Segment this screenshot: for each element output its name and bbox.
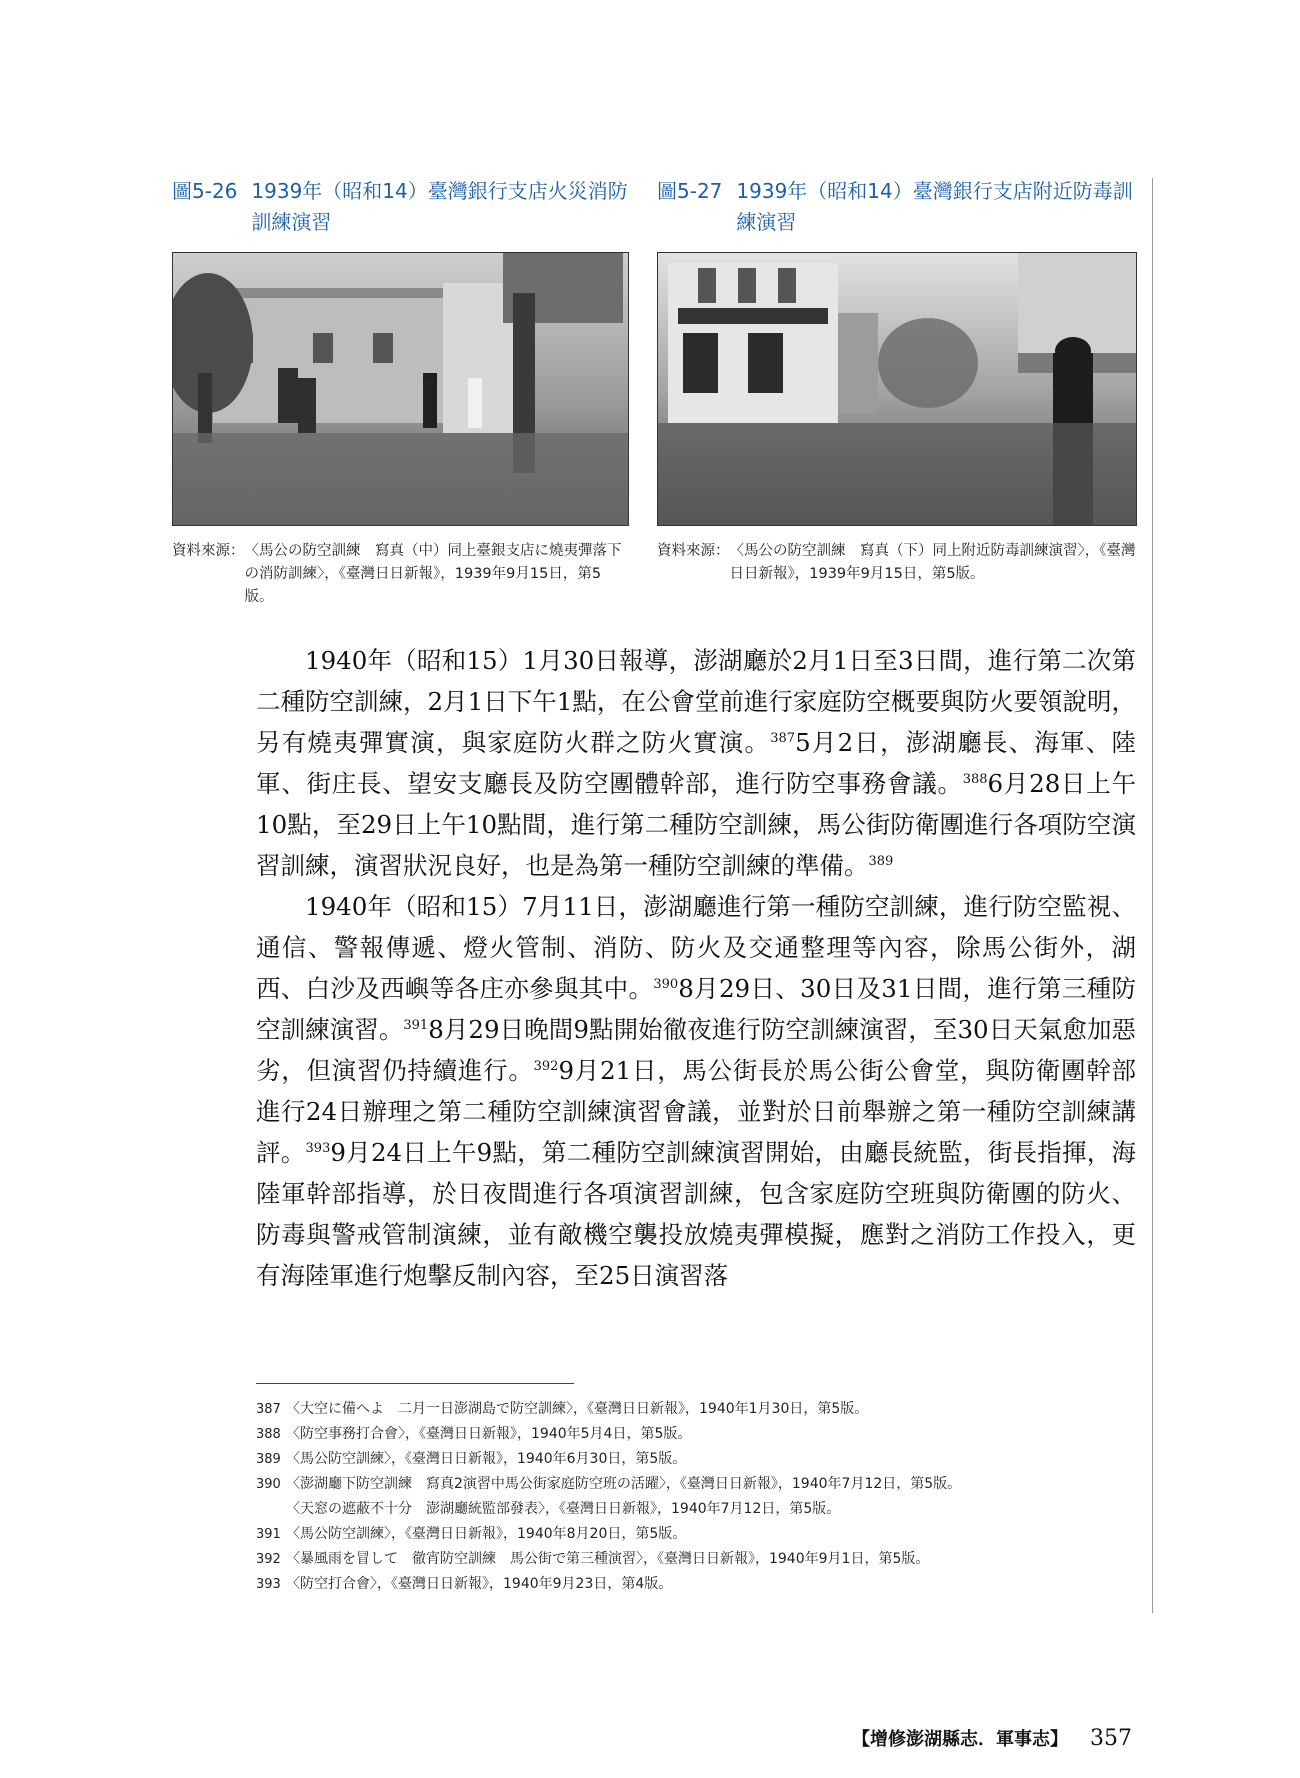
footnote	[256, 1422, 1146, 1447]
text-run: 8月29日、30日及31日間，進行第三種防空訓練演習。	[256, 974, 1136, 1044]
footnote-number: 389	[256, 1452, 281, 1467]
source-label: 資料來源：	[172, 543, 245, 559]
footnote-text: 〈澎湖廳下防空訓練 寫真2演習中馬公街家庭防空班の活躍〉，《臺灣日日新報》，1940年7月12日，第5版。	[286, 1476, 962, 1492]
footnote-ref[interactable]: 391	[403, 1017, 429, 1033]
figure-5-27	[657, 176, 1137, 582]
footnote	[256, 1472, 1146, 1497]
footnote-ref[interactable]: 393	[305, 1140, 331, 1156]
footnote	[256, 1547, 1146, 1572]
footnote-number: 391	[256, 1527, 281, 1542]
figure-heading	[172, 176, 630, 238]
figure-heading	[657, 176, 1137, 238]
figure-title: 1939年（昭和14）臺灣銀行支店附近防毒訓練演習	[736, 179, 1133, 234]
footnote-text: 〈馬公防空訓練〉，《臺灣日日新報》，1940年6月30日，第5版。	[286, 1451, 687, 1467]
footnote	[256, 1522, 1146, 1547]
figure-source-caption	[657, 540, 1137, 586]
footnote-number: 392	[256, 1552, 281, 1567]
page-number: 357	[1090, 1726, 1132, 1751]
text-run: 9月21日，馬公街長於馬公街公會堂，與防衛團幹部進行24日辦理之第二種防空訓練演習會議，並對於日前舉辦之第一種防空訓練講評。	[256, 1056, 1137, 1167]
footnote-number: 388	[256, 1427, 281, 1442]
footnote-number: 393	[256, 1577, 281, 1592]
footnote-continuation: 〈天窓の遮蔽不十分 澎湖廳統監部發表〉，《臺灣日日新報》，1940年7月12日，第5版。	[286, 1501, 841, 1517]
historical-photo-fire-drill	[172, 252, 629, 526]
text-run: 1940年（昭和15）7月11日，澎湖廳進行第一種防空訓練，進行防空監視、通信、警報傳遞、燈火管制、消防、防火及交通整理等內容，除馬公街外，湖西、白沙及西嶼等各庄亦參與其中。	[256, 892, 1136, 1003]
footnote-text: 〈馬公防空訓練〉，《臺灣日日新報》，1940年8月20日，第5版。	[286, 1526, 687, 1542]
page-margin-rule	[1152, 178, 1153, 1613]
figure-title: 1939年（昭和14）臺灣銀行支店火災消防訓練演習	[251, 179, 628, 234]
footnotes	[256, 1397, 1146, 1597]
footnote-text: 〈防空打合會〉，《臺灣日日新報》，1940年9月23日，第4版。	[286, 1576, 673, 1592]
historical-photo-gas-drill	[657, 252, 1137, 526]
footnote-ref[interactable]: 387	[770, 730, 796, 746]
footnote-text: 〈暴風雨を冒して 徹宵防空訓練 馬公街で第三種演習〉，《臺灣日日新報》，1940年9月1日，第5版。	[286, 1551, 930, 1567]
text-run: 1940年（昭和15）1月30日報導，澎湖廳於2月1日至3日間，進行第二次第二種防空訓練，2月1日下午1點，在公會堂前進行家庭防空概要與防火要領說明，另有燒夷彈實演，與家庭防火群之防火實演。	[256, 646, 1136, 757]
body-text	[256, 640, 1136, 1296]
footnote-divider	[256, 1383, 574, 1384]
figure-number: 圖5-27	[657, 179, 723, 203]
footnote-number: 387	[256, 1402, 281, 1417]
footnote-ref[interactable]: 389	[868, 853, 894, 869]
figure-5-26	[172, 176, 630, 605]
figure-source-caption	[172, 540, 630, 609]
figure-number: 圖5-26	[172, 179, 238, 203]
footnote-number: 390	[256, 1477, 281, 1492]
text-run: 5月2日，澎湖廳長、海軍、陸軍、街庄長、望安支廳長及防空團體幹部，進行防空事務會議。	[256, 728, 1136, 798]
paragraph	[256, 640, 1136, 886]
footnote	[256, 1397, 1146, 1422]
running-footer	[852, 1725, 1132, 1751]
source-text: 〈馬公の防空訓練 寫真（中）同上臺銀支店に燒夷彈落下の消防訓練〉，《臺灣日日新報》，1939年9月15日，第5版。	[244, 543, 622, 605]
source-text: 〈馬公の防空訓練 寫真（下）同上附近防毒訓練演習〉，《臺灣日日新報》，1939年9月15日，第5版。	[729, 543, 1136, 582]
footnote-ref[interactable]: 392	[533, 1058, 559, 1074]
source-label: 資料來源：	[657, 543, 730, 559]
footnote-text: 〈防空事務打合會〉，《臺灣日日新報》，1940年5月4日，第5版。	[286, 1426, 692, 1442]
footnote-ref[interactable]: 390	[653, 976, 679, 992]
text-run: 9月24日上午9點，第二種防空訓練演習開始，由廳長統監，街長指揮，海陸軍幹部指導，於日夜間進行各項演習訓練，包含家庭防空班與防衛團的防火、防毒與警戒管制演練，並有敵機空襲投放燒夷彈模擬，應對之消防工作投入，更有海陸軍進行炮擊反制內容，至25日演習落	[256, 1138, 1137, 1290]
text-run: 6月28日上午10點，至29日上午10點間，進行第二種防空訓練，馬公街防衛團進行各項防空演習訓練，演習狀況良好，也是為第一種防空訓練的準備。	[256, 769, 1137, 880]
footnote	[256, 1447, 1146, 1472]
footnote	[256, 1572, 1146, 1597]
footnote-text: 〈大空に備へよ 二月一日澎湖島で防空訓練〉，《臺灣日日新報》，1940年1月30日，第5版。	[286, 1401, 869, 1417]
text-run: 8月29日晚間9點開始徹夜進行防空訓練演習，至30日天氣愈加惡劣，但演習仍持續進行。	[256, 1015, 1137, 1085]
footnote-ref[interactable]: 388	[962, 771, 988, 787]
paragraph	[256, 886, 1136, 1296]
book-title: 【增修澎湖縣志．軍事志】	[852, 1729, 1068, 1750]
